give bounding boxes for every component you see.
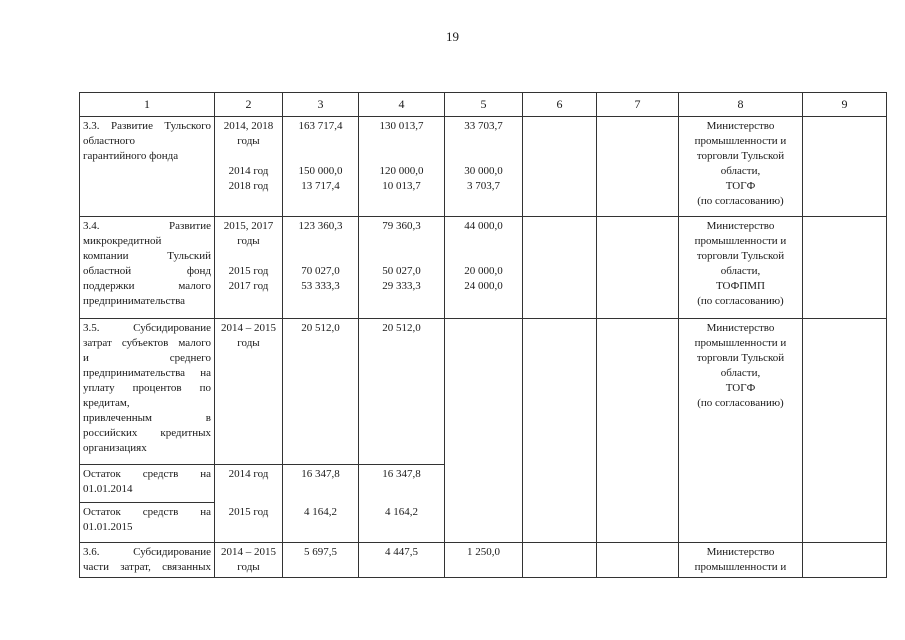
row-3-6-executor	[679, 543, 803, 578]
row-3-6-col5	[445, 543, 523, 578]
row-3-5-col6	[523, 319, 597, 543]
table-row-3-3	[80, 117, 887, 217]
row-3-5-period-unit: годы	[237, 337, 260, 349]
row-3-3-2018-c3: 13 717,4	[301, 180, 340, 192]
row-3-5-name-line: организациях	[83, 442, 147, 454]
row-3-5-name-line: привлеченным в	[83, 412, 211, 424]
row-3-5-name-line: 3.5. Субсидирование	[83, 322, 211, 334]
row-3-5-c3: 20 512,0	[301, 322, 340, 334]
row-3-4-2017-c4: 29 333,3	[382, 280, 421, 292]
executor-line: торговли Тульской	[696, 150, 785, 162]
row-3-6-col3	[283, 543, 359, 578]
row-3-4-col6	[523, 217, 597, 319]
col-header-5: 5	[445, 93, 523, 117]
row-3-3-total-c4: 130 013,7	[379, 120, 424, 132]
row-3-4-name	[80, 217, 215, 319]
row-3-4-2015-c5: 20 000,0	[464, 265, 503, 277]
row-3-3-year: 2018 год	[228, 180, 269, 192]
row-3-5-executor	[679, 319, 803, 543]
rest-year: 2015 год	[228, 505, 269, 518]
row-3-5-period	[215, 319, 283, 465]
row-3-4-period	[215, 217, 283, 319]
col-header-1: 1	[80, 93, 215, 117]
row-3-5-col3	[283, 319, 359, 465]
row-3-6-period	[215, 543, 283, 578]
row-3-5-col4	[359, 319, 445, 465]
program-table	[79, 92, 887, 578]
row-3-4-period-text: 2015, 2017	[223, 220, 274, 232]
row-3-4-total-c4: 79 360,3	[382, 220, 421, 232]
row-3-3-2014-c3: 150 000,0	[298, 165, 343, 177]
row-3-3-name-line: гарантийного фонда	[83, 150, 179, 162]
row-3-4-2015-c4: 50 027,0	[382, 265, 421, 277]
executor-line: области,	[720, 367, 761, 379]
row-3-3-period-text: 2014, 2018	[223, 120, 274, 132]
col-header-2: 2	[215, 93, 283, 117]
header-row	[80, 93, 887, 117]
row-3-6-col4	[359, 543, 445, 578]
row-3-5-col9	[803, 319, 887, 543]
row-3-4-col9	[803, 217, 887, 319]
row-3-4-name-line: микрокредитной	[83, 235, 162, 247]
row-3-6-col9	[803, 543, 887, 578]
row-3-4-name-line: областной фонд	[83, 265, 211, 277]
rest-name-line: Остаток средств на	[83, 506, 211, 518]
row-3-3-col5	[445, 117, 523, 217]
col-header-9: 9	[803, 93, 887, 117]
row-3-4-col4	[359, 217, 445, 319]
row-3-5-rest-2014-name	[80, 465, 215, 503]
row-3-4-total-c3: 123 360,3	[298, 220, 343, 232]
rest-name-line: 01.01.2014	[83, 483, 133, 495]
col-header-8: 8	[679, 93, 803, 117]
executor-line: Министерство	[706, 546, 775, 558]
row-3-5-name	[80, 319, 215, 465]
rest-c3: 16 347,8	[301, 468, 340, 480]
row-3-5-rest-2015-year	[215, 503, 283, 543]
row-3-5-rest-2015-c4	[359, 503, 445, 543]
col-header-6: 6	[523, 93, 597, 117]
executor-line: области,	[720, 265, 761, 277]
row-3-3-total-c5: 33 703,7	[464, 120, 503, 132]
row-3-3-period-unit: годы	[237, 135, 260, 147]
row-3-3-2014-c4: 120 000,0	[379, 165, 424, 177]
executor-line: (по согласованию)	[697, 397, 784, 409]
rest-c3: 4 164,2	[304, 505, 337, 518]
row-3-3-2014-c5: 30 000,0	[464, 165, 503, 177]
row-3-3-col7	[597, 117, 679, 217]
row-3-3-name-line: областного	[83, 135, 136, 147]
table-row-3-4	[80, 217, 887, 319]
table-row-3-6	[80, 543, 887, 578]
row-3-4-name-line: предпринимательства	[83, 295, 186, 307]
col-header-7: 7	[597, 93, 679, 117]
row-3-4-name-line: поддержки малого	[83, 280, 211, 292]
row-3-5-name-line: предпринимательства на	[83, 367, 211, 379]
row-3-5-rest-2014-c3	[283, 465, 359, 503]
row-3-3-col6	[523, 117, 597, 217]
row-3-4-total-c5: 44 000,0	[464, 220, 503, 232]
page-number: 19	[446, 29, 459, 44]
row-3-6-name	[80, 543, 215, 578]
rest-c4: 16 347,8	[382, 468, 421, 480]
row-3-4-name-line: компании Тульский	[83, 250, 211, 262]
row-3-3-col3	[283, 117, 359, 217]
row-3-6-c3: 5 697,5	[304, 546, 337, 558]
row-3-5-name-line: и среднего	[83, 352, 211, 364]
row-3-5-name-line: российских кредитных	[83, 427, 211, 439]
executor-line: промышленности и	[694, 561, 787, 573]
row-3-4-executor	[679, 217, 803, 319]
row-3-6-col7	[597, 543, 679, 578]
row-3-4-name-line: 3.4. Развитие	[83, 220, 211, 232]
row-3-3-total-c3: 163 717,4	[298, 120, 343, 132]
executor-line: ТОФПМП	[715, 280, 765, 292]
row-3-3-2018-c4: 10 013,7	[382, 180, 421, 192]
row-3-6-period-text: 2014 – 2015	[221, 546, 276, 558]
row-3-4-col5	[445, 217, 523, 319]
row-3-6-c5: 1 250,0	[467, 546, 500, 558]
row-3-4-col3	[283, 217, 359, 319]
executor-line: Министерство	[706, 120, 775, 132]
row-3-5-col5	[445, 319, 523, 543]
executor-line: промышленности и	[694, 235, 787, 247]
row-3-4-2017-c3: 53 333,3	[301, 280, 340, 292]
row-3-5-name-line: кредитам,	[83, 397, 130, 409]
row-3-5-name-line: уплату процентов по	[83, 382, 211, 394]
executor-line: торговли Тульской	[696, 250, 785, 262]
row-3-5-name-line: затрат субъектов малого	[83, 337, 211, 349]
row-3-5-rest-2014-c4	[359, 465, 445, 503]
row-3-6-c4: 4 447,5	[385, 546, 418, 558]
executor-line: промышленности и	[694, 135, 787, 147]
row-3-6-name-line: части затрат, связанных	[83, 561, 211, 573]
row-3-4-col7	[597, 217, 679, 319]
col-header-4: 4	[359, 93, 445, 117]
row-3-4-period-unit: годы	[237, 235, 260, 247]
table-row-3-5	[80, 319, 887, 465]
rest-name-line: Остаток средств на	[83, 468, 211, 480]
row-3-5-period-text: 2014 – 2015	[221, 322, 276, 334]
row-3-5-rest-2015-c3	[283, 503, 359, 543]
rest-c4: 4 164,2	[385, 505, 418, 518]
row-3-4-2017-c5: 24 000,0	[464, 280, 503, 292]
row-3-3-col9	[803, 117, 887, 217]
row-3-3-period	[215, 117, 283, 217]
executor-line: ТОГФ	[725, 180, 756, 192]
row-3-6-name-line: 3.6. Субсидирование	[83, 546, 211, 558]
executor-line: (по согласованию)	[697, 195, 784, 207]
executor-line: Министерство	[706, 322, 775, 334]
executor-line: Министерство	[706, 220, 775, 232]
row-3-6-period-unit: годы	[237, 561, 260, 573]
col-header-3: 3	[283, 93, 359, 117]
rest-year: 2014 год	[228, 468, 269, 480]
executor-line: области,	[720, 165, 761, 177]
row-3-6-col6	[523, 543, 597, 578]
row-3-5-rest-2014-year	[215, 465, 283, 503]
row-3-3-year: 2014 год	[228, 165, 269, 177]
row-3-5-rest-2015-name	[80, 503, 215, 543]
row-3-4-2015-c3: 70 027,0	[301, 265, 340, 277]
executor-line: промышленности и	[694, 337, 787, 349]
row-3-3-2018-c5: 3 703,7	[467, 180, 500, 192]
executor-line: торговли Тульской	[696, 352, 785, 364]
executor-line: (по согласованию)	[697, 295, 784, 307]
row-3-3-name-line: 3.3. Развитие Тульского	[83, 120, 211, 132]
executor-line: ТОГФ	[725, 382, 756, 394]
row-3-4-year: 2017 год	[228, 280, 269, 292]
row-3-5-col7	[597, 319, 679, 543]
row-3-4-year: 2015 год	[228, 265, 269, 277]
row-3-3-col4	[359, 117, 445, 217]
row-3-5-c4: 20 512,0	[382, 322, 421, 334]
rest-name-line: 01.01.2015	[83, 521, 133, 533]
row-3-3-name	[80, 117, 215, 217]
row-3-3-executor	[679, 117, 803, 217]
